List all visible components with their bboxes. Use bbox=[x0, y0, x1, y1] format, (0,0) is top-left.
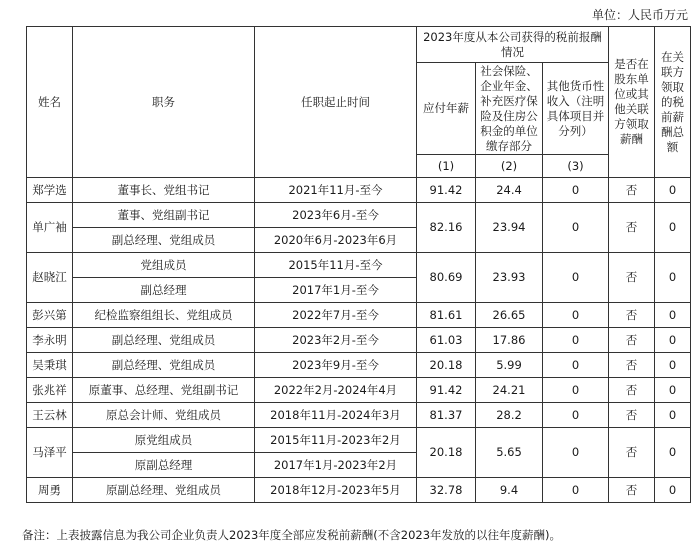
other-cell: 0 bbox=[543, 253, 609, 303]
header-num-2: (2) bbox=[476, 155, 543, 178]
position-cell: 原董事、总经理、党组副书记 bbox=[73, 378, 255, 403]
header-num-3: (3) bbox=[543, 155, 609, 178]
social-cell: 9.4 bbox=[476, 478, 543, 503]
other-cell: 0 bbox=[543, 353, 609, 378]
shareholder-cell: 否 bbox=[609, 253, 655, 303]
position-cell: 原副总经理、党组成员 bbox=[73, 478, 255, 503]
other-cell: 0 bbox=[543, 203, 609, 253]
position-cell: 副总经理、党组成员 bbox=[73, 353, 255, 378]
term-cell: 2015年11月-至今 bbox=[255, 253, 417, 278]
name-cell: 张兆祥 bbox=[27, 378, 73, 403]
related-cell: 0 bbox=[655, 253, 691, 303]
footnote: 备注：上表披露信息为我公司企业负责人2023年度全部应发税前薪酬(不含2023年发放的以往年度薪酬)。 bbox=[22, 528, 562, 542]
shareholder-cell: 否 bbox=[609, 303, 655, 328]
table-row bbox=[27, 428, 691, 453]
header-shareholder: 是否在股东单位或其他关联方领取薪酬 bbox=[609, 27, 655, 178]
table-row bbox=[27, 328, 691, 353]
other-cell: 0 bbox=[543, 403, 609, 428]
table-body bbox=[27, 178, 691, 503]
term-cell: 2017年1月-至今 bbox=[255, 278, 417, 303]
name-cell: 吴秉琪 bbox=[27, 353, 73, 378]
social-cell: 24.21 bbox=[476, 378, 543, 403]
term-cell: 2023年6月-至今 bbox=[255, 203, 417, 228]
table-row bbox=[27, 253, 691, 278]
position-cell: 原党组成员 bbox=[73, 428, 255, 453]
header-other: 其他货币性收入（注明具体项目并分列） bbox=[543, 63, 609, 155]
shareholder-cell: 否 bbox=[609, 203, 655, 253]
related-cell: 0 bbox=[655, 203, 691, 253]
related-cell: 0 bbox=[655, 328, 691, 353]
shareholder-cell: 否 bbox=[609, 428, 655, 478]
position-cell: 原副总经理 bbox=[73, 453, 255, 478]
term-cell: 2022年7月-至今 bbox=[255, 303, 417, 328]
payable-cell: 91.42 bbox=[417, 178, 476, 203]
name-cell: 单广袖 bbox=[27, 203, 73, 253]
table-row bbox=[27, 178, 691, 203]
position-cell: 董事、党组副书记 bbox=[73, 203, 255, 228]
shareholder-cell: 否 bbox=[609, 328, 655, 353]
payable-cell: 80.69 bbox=[417, 253, 476, 303]
table-row bbox=[27, 478, 691, 503]
position-cell: 副总经理 bbox=[73, 278, 255, 303]
term-cell: 2018年12月-2023年5月 bbox=[255, 478, 417, 503]
related-cell: 0 bbox=[655, 378, 691, 403]
table-row bbox=[27, 303, 691, 328]
payable-cell: 20.18 bbox=[417, 428, 476, 478]
position-cell: 副总经理、党组成员 bbox=[73, 328, 255, 353]
term-cell: 2020年6月-2023年6月 bbox=[255, 228, 417, 253]
header-position: 职务 bbox=[73, 27, 255, 178]
other-cell: 0 bbox=[543, 178, 609, 203]
compensation-table bbox=[26, 26, 691, 503]
name-cell: 赵晓江 bbox=[27, 253, 73, 303]
unit-label: 单位：人民币万元 bbox=[591, 8, 688, 22]
payable-cell: 20.18 bbox=[417, 353, 476, 378]
position-cell: 党组成员 bbox=[73, 253, 255, 278]
term-cell: 2015年11月-2023年2月 bbox=[255, 428, 417, 453]
header-related: 在关联方领取的税前薪酬总额 bbox=[655, 27, 691, 178]
payable-cell: 61.03 bbox=[417, 328, 476, 353]
term-cell: 2018年11月-2024年3月 bbox=[255, 403, 417, 428]
position-cell: 董事长、党组书记 bbox=[73, 178, 255, 203]
shareholder-cell: 否 bbox=[609, 178, 655, 203]
term-cell: 2023年9月-至今 bbox=[255, 353, 417, 378]
header-pay-group: 2023年度从本公司获得的税前报酬情况 bbox=[417, 27, 609, 63]
social-cell: 23.93 bbox=[476, 253, 543, 303]
term-cell: 2017年1月-2023年2月 bbox=[255, 453, 417, 478]
social-cell: 26.65 bbox=[476, 303, 543, 328]
payable-cell: 82.16 bbox=[417, 203, 476, 253]
name-cell: 王云林 bbox=[27, 403, 73, 428]
name-cell: 马泽平 bbox=[27, 428, 73, 478]
related-cell: 0 bbox=[655, 353, 691, 378]
social-cell: 5.65 bbox=[476, 428, 543, 478]
shareholder-cell: 否 bbox=[609, 353, 655, 378]
social-cell: 5.99 bbox=[476, 353, 543, 378]
shareholder-cell: 否 bbox=[609, 378, 655, 403]
table-row bbox=[27, 378, 691, 403]
name-cell: 彭兴第 bbox=[27, 303, 73, 328]
header-term: 任职起止时间 bbox=[255, 27, 417, 178]
related-cell: 0 bbox=[655, 303, 691, 328]
name-cell: 郑学选 bbox=[27, 178, 73, 203]
position-cell: 纪检监察组组长、党组成员 bbox=[73, 303, 255, 328]
related-cell: 0 bbox=[655, 403, 691, 428]
name-cell: 周勇 bbox=[27, 478, 73, 503]
other-cell: 0 bbox=[543, 378, 609, 403]
name-cell: 李永明 bbox=[27, 328, 73, 353]
payable-cell: 91.42 bbox=[417, 378, 476, 403]
social-cell: 28.2 bbox=[476, 403, 543, 428]
other-cell: 0 bbox=[543, 303, 609, 328]
header-payable: 应付年薪 bbox=[417, 63, 476, 155]
position-cell: 原总会计师、党组成员 bbox=[73, 403, 255, 428]
table-row bbox=[27, 203, 691, 228]
term-cell: 2021年11月-至今 bbox=[255, 178, 417, 203]
term-cell: 2023年2月-至今 bbox=[255, 328, 417, 353]
related-cell: 0 bbox=[655, 178, 691, 203]
related-cell: 0 bbox=[655, 428, 691, 478]
social-cell: 17.86 bbox=[476, 328, 543, 353]
payable-cell: 81.37 bbox=[417, 403, 476, 428]
header-name: 姓名 bbox=[27, 27, 73, 178]
payable-cell: 32.78 bbox=[417, 478, 476, 503]
term-cell: 2022年2月-2024年4月 bbox=[255, 378, 417, 403]
other-cell: 0 bbox=[543, 328, 609, 353]
related-cell: 0 bbox=[655, 478, 691, 503]
payable-cell: 81.61 bbox=[417, 303, 476, 328]
other-cell: 0 bbox=[543, 478, 609, 503]
table-row bbox=[27, 403, 691, 428]
social-cell: 23.94 bbox=[476, 203, 543, 253]
shareholder-cell: 否 bbox=[609, 478, 655, 503]
other-cell: 0 bbox=[543, 428, 609, 478]
position-cell: 副总经理、党组成员 bbox=[73, 228, 255, 253]
header-social: 社会保险、企业年金、补充医疗保险及住房公积金的单位缴存部分 bbox=[476, 63, 543, 155]
social-cell: 24.4 bbox=[476, 178, 543, 203]
shareholder-cell: 否 bbox=[609, 403, 655, 428]
header-num-1: (1) bbox=[417, 155, 476, 178]
table-row bbox=[27, 353, 691, 378]
